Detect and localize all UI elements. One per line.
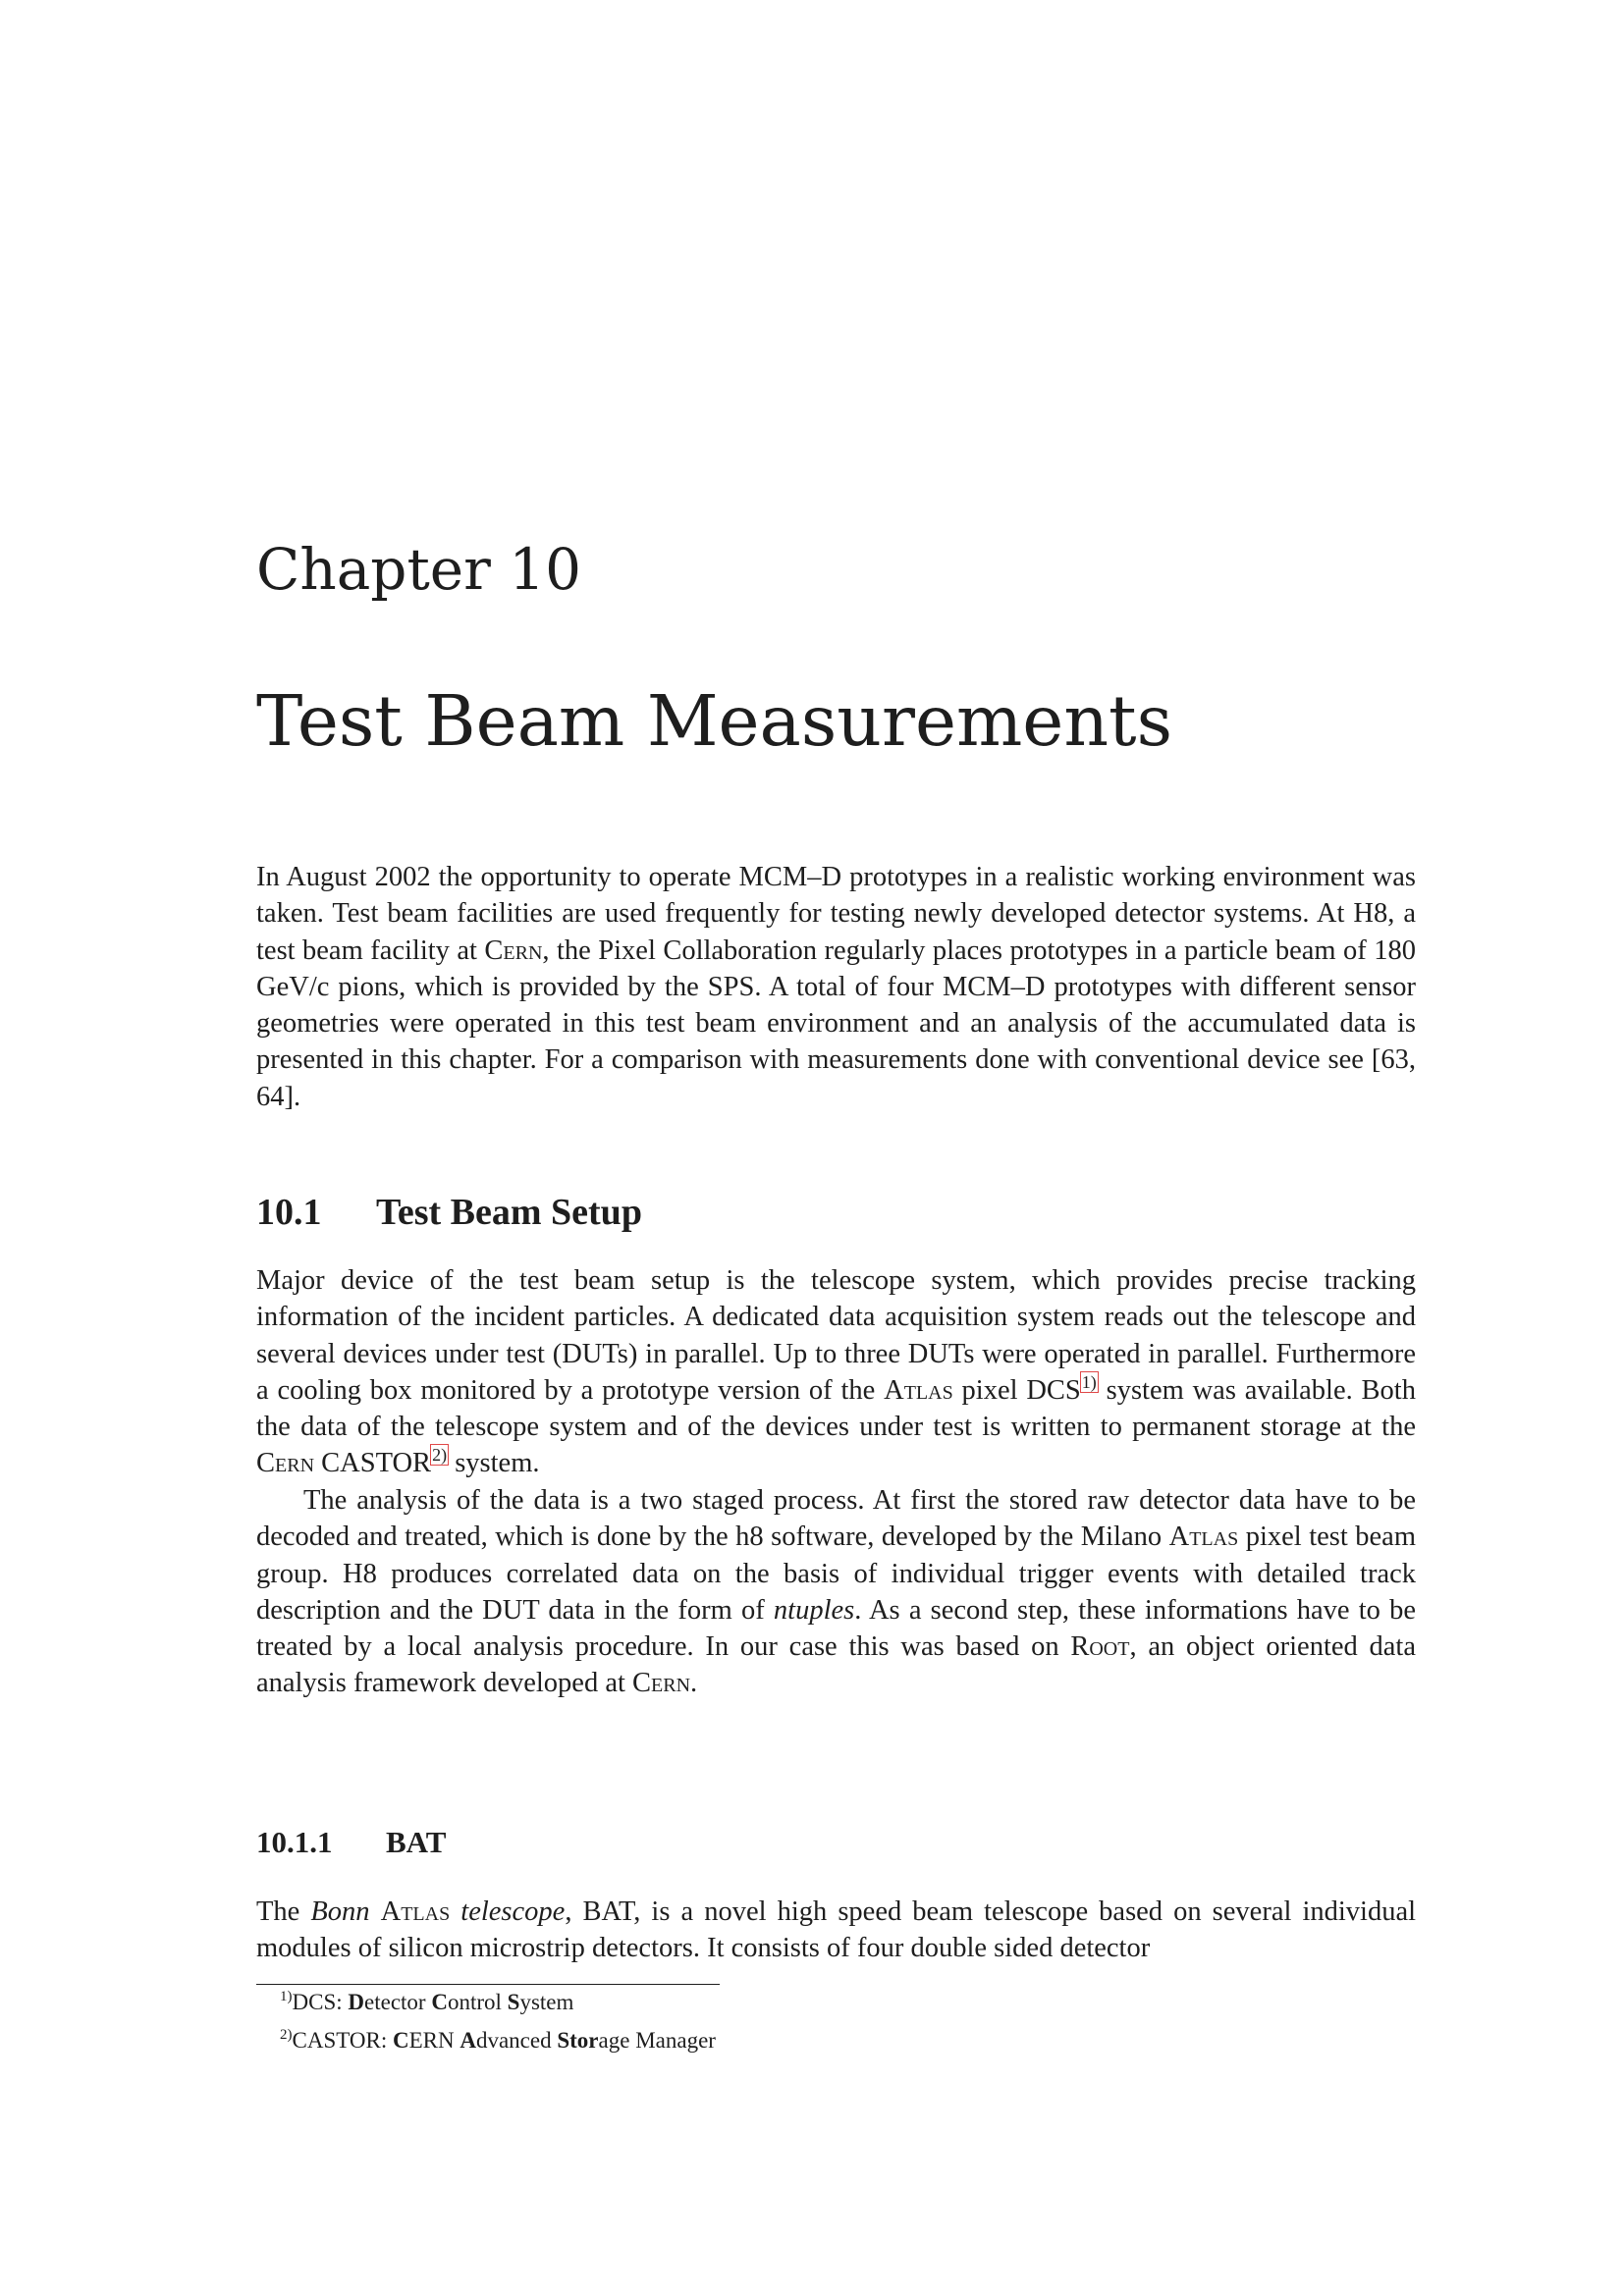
footnote-rule: [256, 1984, 720, 1985]
bat-paragraph: The Bonn Atlas telescope, BAT, is a novel high speed beam telescope based on several individual modules of silicon microstrip detectors. It consists of four double sided detector: [256, 1896, 1417, 1964]
footnote-ref-1[interactable]: 1): [1081, 1371, 1097, 1392]
setup-paragraph-1: Major device of the test beam setup is the telescope system, which provides precise tracking information of the incident particles. A dedicated data acquisition system reads out the telescope and several devices under test (DUTs) in parallel. Up to three DUTs were operated in parallel. Furthermore a cooling box monitored by a prototype version of the Atlas pixel DCS$^{1)}$ system was available. Both the data of the telescope system and of the devices under test is written to permanent storage at the Cern CASTOR$^{2)}$ system.: [256, 1265, 1416, 1479]
chapter-label: Chapter 10: [256, 536, 582, 603]
subsection-number: 10.1.1: [256, 1825, 333, 1859]
footnote-1: $^{1)}$DCS: Detector Control System: [280, 1989, 574, 2014]
section-number: 10.1: [256, 1192, 322, 1233]
subsection-heading-10-1-1: [256, 1823, 446, 1862]
setup-paragraph-2: The analysis of the data is a two staged process. At first the stored raw detector data have to be decoded and treated, which is done by the h8 software, developed by the Milano Atlas pixel test beam group. H8 produces correlated data on the basis of individual trigger events with detailed track description and the DUT data in the form of ntuples. As a second step, these informations have to be treated by a local analysis procedure. In our case this was based on Root, an object oriented data analysis framework developed at Cern.: [256, 1485, 1416, 1699]
subsection-title: BAT: [386, 1825, 447, 1859]
footnote-ref-2[interactable]: 2): [432, 1445, 448, 1466]
footnote-2: $^{2)}$CASTOR: CERN Advanced Storage Manager: [280, 2027, 716, 2053]
intro-paragraph: In August 2002 the opportunity to operate MCM–D prototypes in a realistic working environment was taken. Test beam facilities are used frequently for testing newly developed detector systems. At H8, a test beam facility at Cern, the Pixel Collaboration regularly places prototypes in a particle beam of 180 GeV/c pions, which is provided by the SPS. A total of four MCM–D prototypes with different sensor geometries were operated in this test beam environment and an analysis of the accumulated data is presented in this chapter. For a comparison with measurements done with conventional device see [63, 64].: [256, 862, 1416, 1112]
section-heading-10-1: [256, 1188, 642, 1237]
section-title: Test Beam Setup: [376, 1192, 642, 1233]
chapter-title: Test Beam Measurements: [256, 680, 1173, 762]
